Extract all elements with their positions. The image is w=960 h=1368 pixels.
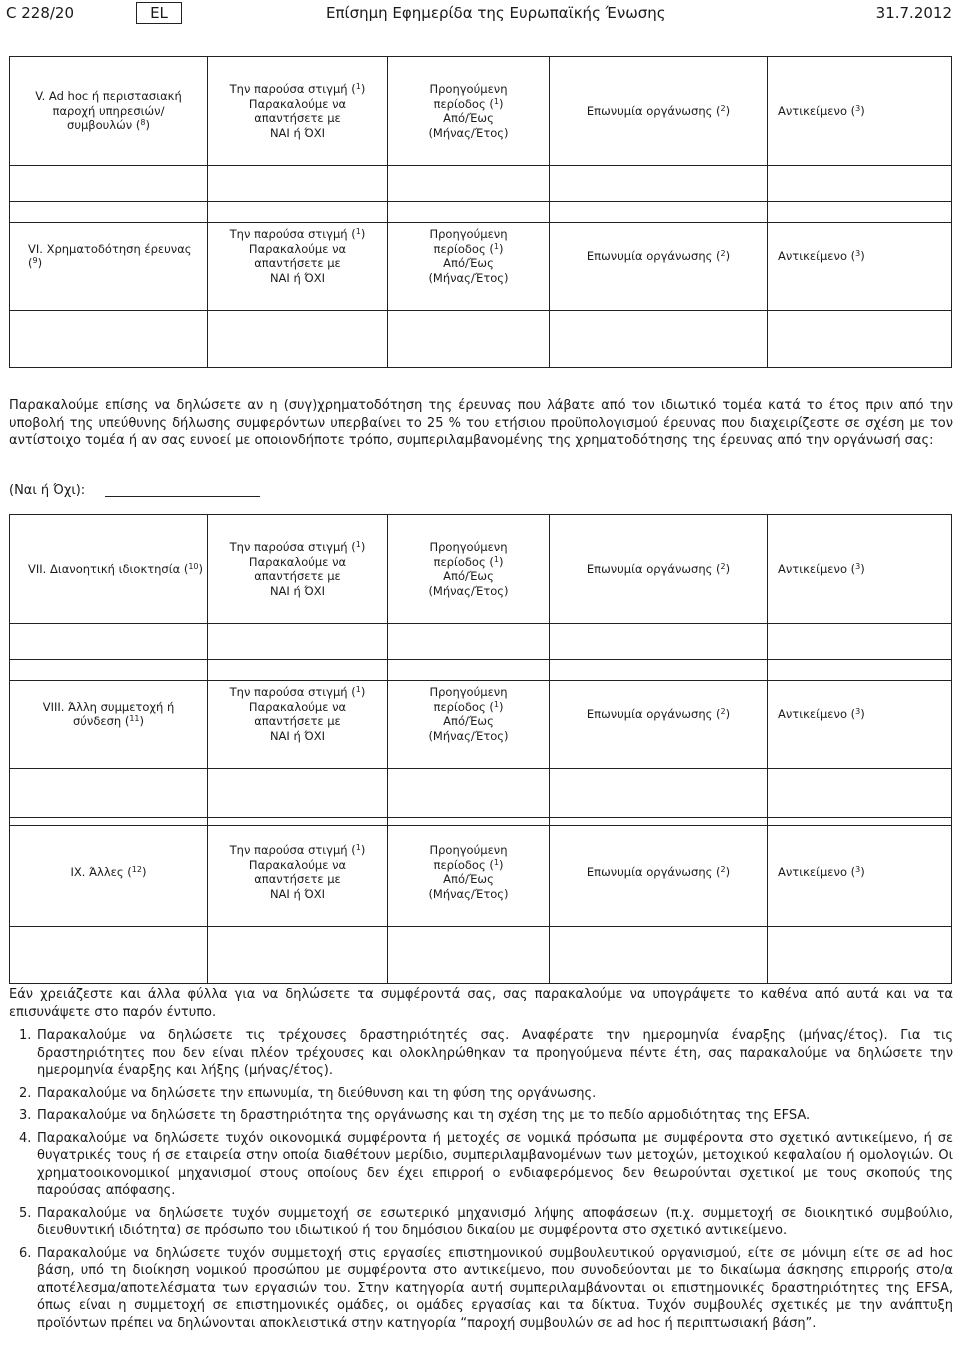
section-viii-title: VIII. Άλλη συμμετοχή ή σύνδεση ($^{11}$) xyxy=(10,660,208,769)
footnote-number: 6. xyxy=(19,1245,32,1261)
footnotes-list xyxy=(9,1027,953,1337)
entry-cell[interactable] xyxy=(550,311,768,368)
organisation-name-header: Επωνυμία οργάνωσης ($^2$) xyxy=(550,202,768,311)
organisation-name-header: Επωνυμία οργάνωσης ($^2$) xyxy=(550,818,768,927)
subject-header: Αντικείμενο ($^3$) xyxy=(768,818,952,927)
footnote-number: 4. xyxy=(19,1130,32,1146)
section-ix-table xyxy=(9,817,952,984)
previous-period-header: Προηγούμενη περίοδος ($^1$) Από/Έως (Μήνας/Έτος) xyxy=(388,202,550,311)
current-status-header: Την παρούσα στιγμή ($^1$) Παρακαλούμε να απαντήσετε με ΝΑΙ ή ΌΧΙ xyxy=(208,202,388,311)
footnote-item xyxy=(9,1107,953,1125)
footnote-text: Παρακαλούμε να δηλώσετε τις τρέχουσες δραστηριότητές σας. Αναφέρατε την ημερομηνία έναρξης (μήνας/έτος). Για τις δραστηριότητες που δεν είναι πλέον τρέχουσες και ολοκληρώθηκαν τα προηγούμενα πέντε έτη, σας παρακαλούμε να δηλώσετε την ημερομηνία έναρξης και λήξης (μήνας/έτος). xyxy=(37,1028,953,1078)
footnote-number: 3. xyxy=(19,1108,32,1123)
previous-period-header: Προηγούμενη περίοδος ($^1$) Από/Έως (Μήνας/Έτος) xyxy=(388,818,550,927)
entry-cell[interactable] xyxy=(388,927,550,984)
page-header xyxy=(0,2,960,28)
funding-paragraph: Παρακαλούμε επίσης να δηλώσετε αν η (συγ)χρηματοδότηση της έρευνας που λάβατε από τον ιδιωτικό τομέα κατά το έτος πριν από την υποβολή της υπεύθυνης δήλωσης συμφερόντων υπερβαίνει το 25 % του ετήσιου προϋπολογισμού έρευνας που διαχειρίζεστε σε σχέση με τον αντίστοιχο τομέα ή αν σας ευνοεί με οποιονδήποτε τρόπο, συμπεριλαμβανομένης της χρηματοδότησης της έρευνας από την οργάνωσή σας: xyxy=(9,398,953,448)
organisation-name-header: Επωνυμία οργάνωσης ($^2$) xyxy=(550,660,768,769)
footnote-item xyxy=(9,1205,953,1240)
current-status-header: Την παρούσα στιγμή ($^1$) Παρακαλούμε να απαντήσετε με ΝΑΙ ή ΌΧΙ xyxy=(208,660,388,769)
entry-cell[interactable] xyxy=(768,311,952,368)
table-row xyxy=(10,927,952,984)
yes-no-label: (Ναι ή Όχι): xyxy=(9,483,86,498)
entry-cell[interactable] xyxy=(768,927,952,984)
footnote-item xyxy=(9,1027,953,1080)
footnote-text: Παρακαλούμε να δηλώσετε τη δραστηριότητα της οργάνωσης και τη σχέση της με το πεδίο αρμοδιότητας της EFSA. xyxy=(37,1108,811,1123)
footnote-number: 1. xyxy=(19,1028,32,1043)
current-status-header: Την παρούσα στιγμή ($^1$) Παρακαλούμε να απαντήσετε με ΝΑΙ ή ΌΧΙ xyxy=(208,818,388,927)
section-viii-table xyxy=(9,659,952,826)
footnote-item xyxy=(9,1245,953,1333)
previous-period-header: Προηγούμενη περίοδος ($^1$) Από/Έως (Μήνας/Έτος) xyxy=(388,515,550,624)
footnote-number: 5. xyxy=(19,1205,32,1221)
entry-cell[interactable] xyxy=(208,927,388,984)
previous-period-header: Προηγούμενη περίοδος ($^1$) Από/Έως (Μήνας/Έτος) xyxy=(388,660,550,769)
subject-header: Αντικείμενο ($^3$) xyxy=(768,660,952,769)
section-v-table xyxy=(9,56,952,223)
footnote-text: Παρακαλούμε να δηλώσετε τυχόν συμμετοχή σε εσωτερικό μηχανισμό λήψης αποφάσεων (π.χ. συμμετοχή σε διοικητικό συμβούλιο, διευθυντική ιδιότητα) σε πρόσωπο του ιδιωτικού ή του δημόσιου δικαίου με συμφέροντα στο σχετικό αντικείμενο. xyxy=(37,1205,953,1238)
section-vi-table xyxy=(9,201,952,368)
yes-no-answer-line[interactable] xyxy=(105,496,260,497)
footnote-number: 2. xyxy=(19,1085,32,1101)
extra-sheets-paragraph: Εάν χρειάζεστε και άλλα φύλλα για να δηλώσετε τα συμφέροντά σας, σας παρακαλούμε να υπογράψετε το καθένα από αυτά και να τα επισυνάψετε στο παρόν έντυπο. xyxy=(9,987,953,1020)
footnote-text: Παρακαλούμε να δηλώσετε τυχόν συμμετοχή στις εργασίες επιστημονικού συμβουλευτικού οργανισμού, είτε σε μόνιμη είτε σε ad hoc βάση, υπό τη διοίκηση νομικού προσώπου με συμφέροντα στο αντικείμενο, που συνοδεύονται με το δικαίωμα άσκησης επιρροής στο/α αποτέλεσμα/αποτελέσματα των εργασιών του. Στην κατηγορία αυτή συμπεριλαμβάνονται οι επιστημονικές δραστηριότητες της EFSA, όπως είναι η συμμετοχή σε επιστημονικές ομάδες, οι ομάδες εργασίας και τα δίκτυα. Τυχόν συμβουλές σχετικές με την ανάπτυξη προϊόντων πρέπει να δηλώνονται αποκλειστικά στην κατηγορία “παροχή συμβουλών σε ad hoc ή περιπτωσιακή βάση”. xyxy=(37,1245,953,1331)
entry-cell[interactable] xyxy=(208,311,388,368)
footnote-text: Παρακαλούμε να δηλώσετε τυχόν οικονομικά συμφέροντα ή μετοχές σε νομικά πρόσωπα με συμφέροντα στο σχετικό αντικείμενο, ή σε θυγατρικές τους ή σε εταιρεία στην οποία διαθέτουν μερίδιο, συμπεριλαμβανομένων των μετοχών, μετοχικού κεφαλαίου ή ομολογιών. Οι χρηματοοικονομικοί μηχανισμοί στους οποίους δεν έχει επιρροή ο ενδιαφερόμενος δεν θεωρούνται σχετικοί με τους σκοπούς της παρούσας απόφασης. xyxy=(37,1130,953,1198)
subject-header: Αντικείμενο ($^3$) xyxy=(768,202,952,311)
footnote-text: Παρακαλούμε να δηλώσετε την επωνυμία, τη διεύθυνση και τη φύση της οργάνωσης. xyxy=(37,1085,597,1101)
entry-cell[interactable] xyxy=(550,927,768,984)
previous-period-header: Προηγούμενη περίοδος ($^1$) Από/Έως (Μήνας/Έτος) xyxy=(388,57,550,166)
current-status-header: Την παρούσα στιγμή ($^1$) Παρακαλούμε να απαντήσετε με ΝΑΙ ή ΌΧΙ xyxy=(208,515,388,624)
entry-cell[interactable] xyxy=(10,311,208,368)
entry-cell[interactable] xyxy=(10,927,208,984)
subject-header: Αντικείμενο ($^3$) xyxy=(768,57,952,166)
page-reference: C 228/20 xyxy=(6,4,75,22)
table-row xyxy=(10,311,952,368)
entry-cell[interactable] xyxy=(388,311,550,368)
section-vi-title: VI. Χρηματοδότηση έρευνας ($^9$) xyxy=(10,202,208,311)
journal-title: Επίσημη Εφημερίδα της Ευρωπαϊκής Ένωσης xyxy=(326,4,666,22)
organisation-name-header: Επωνυμία οργάνωσης ($^2$) xyxy=(550,57,768,166)
section-ix-title: IX. Άλλες ($^{12}$) xyxy=(10,818,208,927)
section-vii-title: VII. Διανοητική ιδιοκτησία ($^{10}$) xyxy=(10,515,208,624)
current-status-header: Την παρούσα στιγμή ($^1$) Παρακαλούμε να απαντήσετε με ΝΑΙ ή ΌΧΙ xyxy=(208,57,388,166)
footnote-item xyxy=(9,1085,953,1103)
language-badge: EL xyxy=(136,2,182,24)
section-v-title: V. Ad hoc ή περιστασιακή παροχή υπηρεσιών/ συμβουλών ($^8$) xyxy=(10,57,208,166)
section-vii-table xyxy=(9,514,952,681)
publication-date: 31.7.2012 xyxy=(875,4,952,22)
subject-header: Αντικείμενο ($^3$) xyxy=(768,515,952,624)
footnote-item xyxy=(9,1130,953,1200)
organisation-name-header: Επωνυμία οργάνωσης ($^2$) xyxy=(550,515,768,624)
